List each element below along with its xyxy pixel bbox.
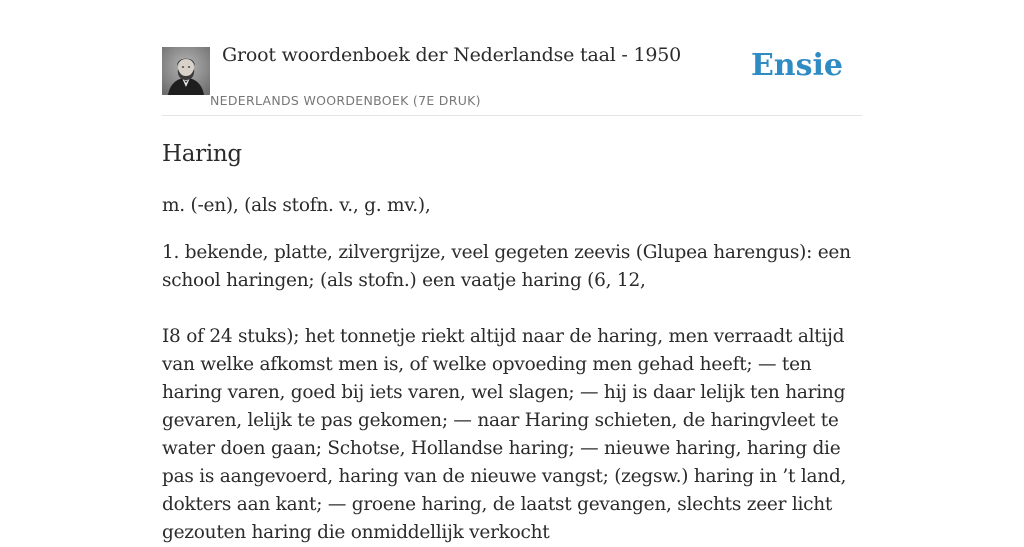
author-portrait[interactable] [162,47,210,95]
entry-title: Haring [162,141,242,167]
source-header [162,38,862,116]
portrait-image [162,47,210,95]
ensie-logo-link[interactable]: Ensie [750,48,843,83]
entry-grammar: m. (-en), (als stofn. v., g. mv.), [162,195,431,216]
source-title[interactable]: Groot woordenboek der Nederlandse taal - 1950 [222,44,682,66]
entry-definition: 1. bekende, platte, zilvergrijze, veel gegeten zeevis (Glupea harengus): een school haringen; (als stofn.) een vaatje haring (6, 12, I8 of 24 stuks); het tonnetje riekt altijd naar de haring, men verraadt altijd van welke afkomst men is, of welke opvoeding men gehad heeft; — ten haring varen, goed bij iets varen, wel slagen; — hij is daar lelijk ten haring gevaren, lelijk te pas gekomen; — naar Haring schieten, de haringvleet te water doen gaan; Schotse, Hollandse haring; — nieuwe haring, haring die pas is aangevoerd, haring van de nieuwe vangst; (zegsw.) haring in ’t land, dokters aan kant; — groene haring, de laatst gevangen, slechts zeer licht gezouten haring die onmiddellijk verkocht [162,242,851,543]
source-subtitle[interactable]: NEDERLANDS WOORDENBOEK (7E DRUK) [210,93,481,108]
entry-content [162,137,862,547]
